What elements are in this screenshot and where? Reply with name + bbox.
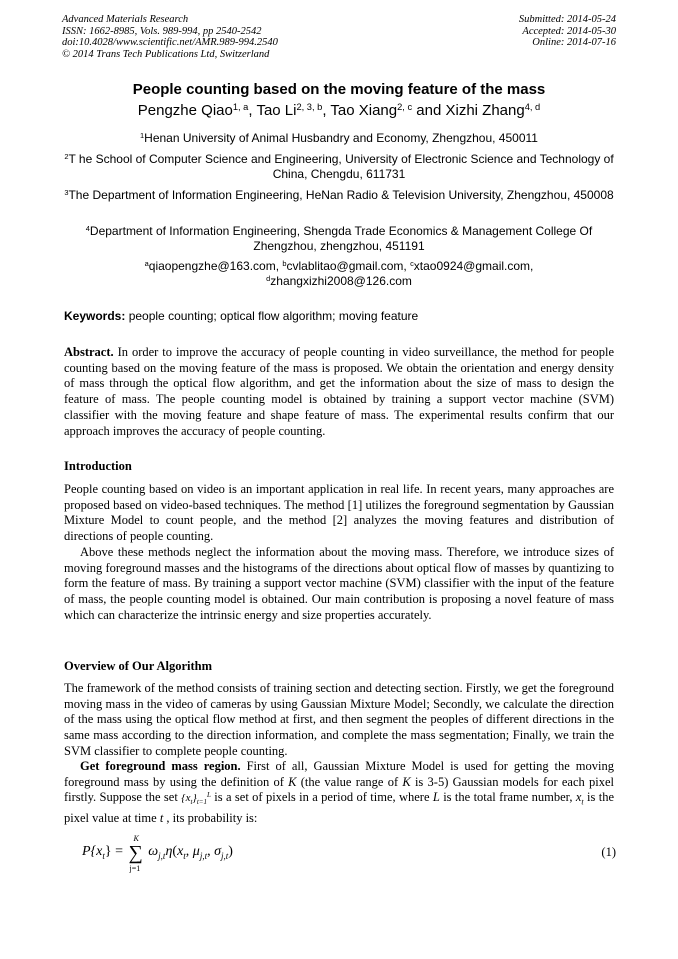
online-date: Online: 2014-07-16 bbox=[532, 37, 616, 49]
paper-title: People counting based on the moving feature of the mass bbox=[132, 81, 546, 98]
keywords: Keywords: people counting; optical flow algorithm; moving feature bbox=[64, 309, 419, 323]
pixel-set-symbol: $\{x_t\}_{t=1}^L$ bbox=[181, 791, 211, 807]
overview-paragraph-2: Get foreground mass region. First of all, Gaussian Mixture Model is used for getting the moving foreground mass by using the definition of K (the value range of K is 3-5) Gaussian models for each pixel firstly. Suppose the set $\{x_t\}_{t=1}^L$ is a set of pixels in a period of time, where L is the total frame number, $x_t$ is the pixel value at time t , its probability is: bbox=[64, 759, 615, 826]
author-list bbox=[0, 102, 678, 119]
equation-number: (1) bbox=[601, 845, 616, 859]
section-heading-introduction: Introduction bbox=[64, 459, 132, 473]
journal-name: Advanced Materials Research bbox=[62, 14, 189, 25]
author: Xizhi Zhang$^{4, d}$ bbox=[445, 101, 541, 119]
overview-paragraph-1: The framework of the method consists of training section and detecting section. Firstly, we get the foreground moving mass in the video of cameras by using Gaussian Mixture Model; Secondly, we calculate the direction of the mass using the optical flow method at first, and then segment the peoples of different directions in the same mass according to the direction information, and complete the mass segmentation; Finally, we train the SVM classifier to complete people counting. bbox=[64, 681, 614, 758]
author: Tao Li$^{2, 3, b}$, bbox=[256, 101, 331, 119]
affiliation-4: $^4$Department of Information Engineering, Shengda Trade Economics & Management College Of Zhengzhou, zhengzhou, 451191 bbox=[85, 223, 593, 253]
accepted-date: Accepted: 2014-05-30 bbox=[522, 25, 616, 37]
intro-paragraph-2: Above these methods neglect the information about the moving mass. Therefore, we introduce sizes of moving foreground masses and the histograms of the directions about optical flow of masses by quantizing to form the feature of mass. By training a support vector machine (SVM) classifier with the input of the feature of mass, the people counting model is obtained. Our main contribution is proposing a novel feature of mass which can characterize the intrinsic energy and size properties accurately. bbox=[64, 545, 614, 622]
affiliation-2: $^2$T he School of Computer Science and Engineering, University of Electronic Science and Technology of China, Chengdu, 611731 bbox=[64, 151, 614, 181]
submitted-date: Submitted: 2014-05-24 bbox=[518, 14, 616, 25]
journal-header-left bbox=[62, 14, 278, 60]
section-heading-overview: Overview of Our Algorithm bbox=[64, 659, 213, 673]
journal-header-right bbox=[519, 14, 616, 49]
email-link[interactable]: xtao0924@gmail.com, bbox=[413, 259, 534, 273]
email-link[interactable]: zhangxizhi2008@126.com bbox=[270, 274, 412, 288]
issn-line: ISSN: 1662-8985, Vols. 989-994, pp 2540-2542 bbox=[62, 25, 262, 37]
intro-paragraph-1: People counting based on video is an important application in real life. In recent years, many approaches are proposed based on video-based techniques. The method [1] utilizes the foreground segmentation by Gaussian Mixture Model to count people, and the method [2] analyzes the moving features and distribution of directions of people counting. bbox=[64, 482, 614, 544]
email-link[interactable]: qiaopengzhe@163.com, bbox=[148, 259, 283, 273]
copyright-line: © 2014 Trans Tech Publications Ltd, Switzerland bbox=[62, 48, 270, 60]
equation-1: $P\{x_t\}$ = ∑ K j=1 $\omega_{j,t}\eta(x_t$, $\mu_{j,t}$, $\sigma_{j,t}$) bbox=[82, 834, 233, 873]
author: Pengzhe Qiao$^{1, a}$, bbox=[137, 101, 257, 119]
summation-symbol: ∑ K j=1 bbox=[128, 834, 143, 873]
email-list: $^a$qiaopengzhe@163.com, $^b$cvlablitao@gmail.com, $^c$xtao0924@gmail.com, $^d$zhangxizhi2008@126.com bbox=[144, 258, 534, 288]
email-link[interactable]: cvlablitao@gmail.com, bbox=[286, 259, 411, 273]
author: Tao Xiang$^{2, c}$ and bbox=[330, 101, 446, 119]
abstract: Abstract. In order to improve the accuracy of people counting in video surveillance, the method for people counting based on the moving feature of the mass is proposed. We obtain the orientation and energy density of mass through the optical flow algorithm, and get the information about the size of mass to design the feature of mass. The people counting model is obtained by training a support vector machine (SVM) classifier with the moving feature and shape feature of mass. The experimental results confirm that our approach improves the accuracy of people counting. bbox=[64, 345, 614, 438]
affiliation-1: $^1$Henan University of Animal Husbandry and Economy, Zhengzhou, 450011 bbox=[140, 130, 538, 145]
affiliation-3: $^3$The Department of Information Engineering, HeNan Radio & Television University, Zhengzhou, 450008 bbox=[64, 187, 614, 202]
doi-line: doi:10.4028/www.scientific.net/AMR.989-994.2540 bbox=[62, 37, 278, 49]
